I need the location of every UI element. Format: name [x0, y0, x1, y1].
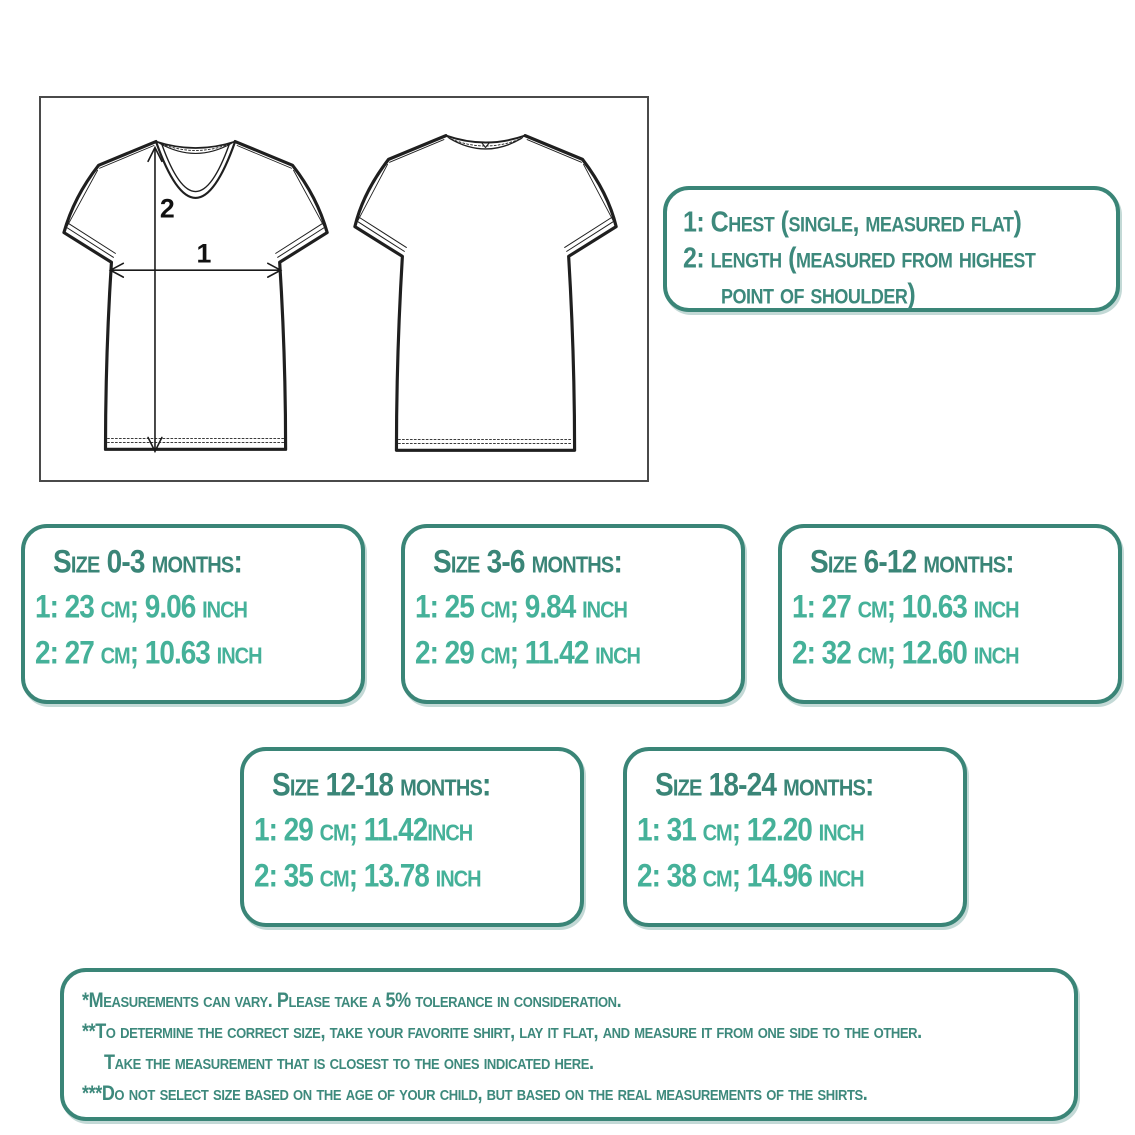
- size-length-value: 2: 35 cm; 13.78 inch: [254, 857, 481, 894]
- size-box-0-3-months: [21, 524, 365, 704]
- chest-arrow-label: 1: [196, 238, 212, 269]
- size-box-12-18-months: [240, 747, 584, 927]
- note-how-to-measure: **To determine the correct size, take your favorite shirt, lay it flat, and measure it from one side to the other.: [82, 1019, 922, 1043]
- measurement-legend-box: [663, 186, 1120, 312]
- note-tolerance: *Measurements can vary. Please take a 5% tolerance in consideration.: [82, 988, 622, 1012]
- size-title: Size 12-18 months:: [272, 766, 491, 803]
- size-title: Size 18-24 months:: [655, 766, 874, 803]
- size-chest-value: 1: 23 cm; 9.06 inch: [35, 588, 247, 625]
- size-box-6-12-months: [778, 524, 1122, 704]
- legend-line-chest: 1: Chest (single, measured flat): [683, 205, 1022, 239]
- tshirt-front-drawing: [64, 142, 327, 450]
- measurement-notes-box: [60, 968, 1078, 1121]
- size-length-value: 2: 29 cm; 11.42 inch: [415, 634, 640, 671]
- size-title: Size 3-6 months:: [433, 543, 623, 580]
- legend-line-length-cont: point of shoulder): [721, 277, 916, 311]
- size-box-18-24-months: [623, 747, 967, 927]
- tshirt-flat-drawing: [41, 98, 647, 480]
- size-box-3-6-months: [401, 524, 745, 704]
- note-how-to-measure-cont: Take the measurement that is closest to the ones indicated here.: [104, 1050, 594, 1074]
- size-chest-value: 1: 27 cm; 10.63 inch: [792, 588, 1019, 625]
- size-chest-value: 1: 29 cm; 11.42inch: [254, 811, 473, 848]
- size-length-value: 2: 38 cm; 14.96 inch: [637, 857, 864, 894]
- size-length-value: 2: 27 cm; 10.63 inch: [35, 634, 262, 671]
- legend-line-length: 2: length (measured from highest: [683, 241, 1036, 275]
- size-chest-value: 1: 31 cm; 12.20 inch: [637, 811, 864, 848]
- size-title: Size 6-12 months:: [810, 543, 1014, 580]
- length-arrow-label: 2: [159, 193, 175, 224]
- size-chest-value: 1: 25 cm; 9.84 inch: [415, 588, 627, 625]
- size-length-value: 2: 32 cm; 12.60 inch: [792, 634, 1019, 671]
- tshirt-diagram-panel: [39, 96, 649, 482]
- tshirt-back-drawing: [355, 136, 616, 451]
- size-title: Size 0-3 months:: [53, 543, 243, 580]
- note-age-warning: ***Do not select size based on the age of your child, but based on the real measurements of the shirts.: [82, 1081, 868, 1105]
